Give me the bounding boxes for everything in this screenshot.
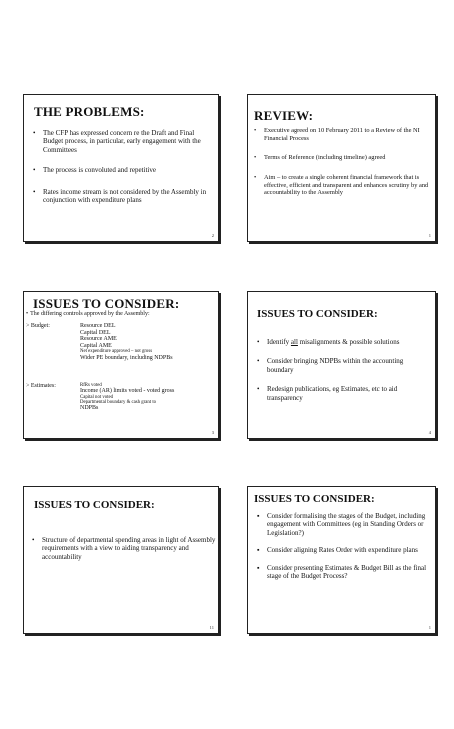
- bullet-list: [33, 129, 213, 204]
- group-line: NDPBs: [80, 405, 99, 412]
- page-number: 4: [428, 430, 431, 435]
- bullet-item: • Aim – to create a single coherent financial framework that is effective, efficient and transparent and enhances scrutiny by and accountability to the Assembly: [254, 174, 429, 197]
- group-line: Capital not voted: [80, 394, 114, 400]
- group-line: Capital AME: [80, 342, 112, 349]
- page-number: 1: [428, 625, 431, 630]
- slide-issues-formalising: [247, 486, 436, 634]
- bullet-item: • Structure of departmental spending areas in light of Assembly requirements with a view to aiding transparency and accountability: [32, 536, 216, 561]
- group-label: > Budget:: [26, 323, 50, 329]
- slide-title: REVIEW:: [254, 108, 314, 123]
- slide-title: THE PROBLEMS:: [34, 104, 145, 119]
- bullet-list: [254, 127, 430, 197]
- bullet-list: [257, 512, 435, 580]
- group-line: Wider PE boundary, including NDPBs: [80, 354, 173, 361]
- slide-issues-misalignments: [247, 291, 436, 439]
- underlined-word: all: [290, 338, 298, 346]
- slide-issues-controls: [23, 291, 219, 439]
- slide-the-problems: [23, 94, 219, 242]
- bullet-item: • Identify all misalignments & possible solutions: [257, 338, 400, 346]
- bullet-item: • Rates income stream is not considered by the Assembly in conjunction with expenditure plans: [33, 187, 207, 204]
- bullet-item: • Terms of Reference (including timeline) agreed: [254, 154, 386, 162]
- bullet-item: • Executive agreed on 10 February 2011 to a Review of the NI Financial Process: [254, 127, 420, 142]
- group-line: Resource DEL: [80, 323, 116, 329]
- slide-title: ISSUES TO CONSIDER:: [34, 499, 155, 511]
- group-line: Capital DEL: [80, 329, 111, 336]
- page-number: 3: [211, 430, 214, 435]
- group-lines: [80, 383, 174, 412]
- page-number: 2: [211, 233, 214, 238]
- bullet-list: [257, 338, 429, 402]
- slide-subtitle: • The differing controls approved by the Assembly:: [26, 311, 150, 317]
- group-line: Resource AME: [80, 336, 117, 343]
- slide-issues-structure: [23, 486, 219, 634]
- bullet-item: • Redesign publications, eg Estimates, etc to aid transparency: [257, 385, 398, 402]
- group-line: Income (AR) limits voted - voted gross: [80, 388, 175, 395]
- bullet-item: • The CFP has expressed concern re the Draft and Final Budget process, in particular, early engagement with the Committees: [33, 129, 201, 154]
- group-line: RfRs voted: [80, 383, 102, 388]
- bullet-item: • Consider bringing NDPBs within the accounting boundary: [257, 357, 404, 374]
- group-lines: [80, 323, 173, 361]
- bullet-list: [32, 536, 216, 561]
- page-number: 11: [209, 625, 214, 630]
- bullet-item: • The process is convoluted and repetitive: [33, 166, 156, 175]
- group-label: > Estimates:: [26, 383, 56, 389]
- bullet-item: ▪ Consider formalising the stages of the Budget, including engagement with Committees (eg in Standing Orders or Legislation?): [257, 512, 426, 537]
- slide-review: [247, 94, 436, 242]
- slide-title: ISSUES TO CONSIDER:: [257, 308, 378, 320]
- slide-title: ISSUES TO CONSIDER:: [33, 296, 180, 311]
- slide-title: ISSUES TO CONSIDER:: [254, 493, 375, 505]
- bullet-item: ▪ Consider presenting Estimates & Budget Bill as the final stage of the Budget Process?: [257, 563, 427, 580]
- group-line: Departmental boundary & cash grant to: [80, 400, 157, 406]
- group-line: Net expenditure approved – not gross: [80, 349, 153, 355]
- bullet-item: ▪ Consider aligning Rates Order with expenditure plans: [257, 546, 418, 555]
- page-number: 1: [428, 233, 431, 238]
